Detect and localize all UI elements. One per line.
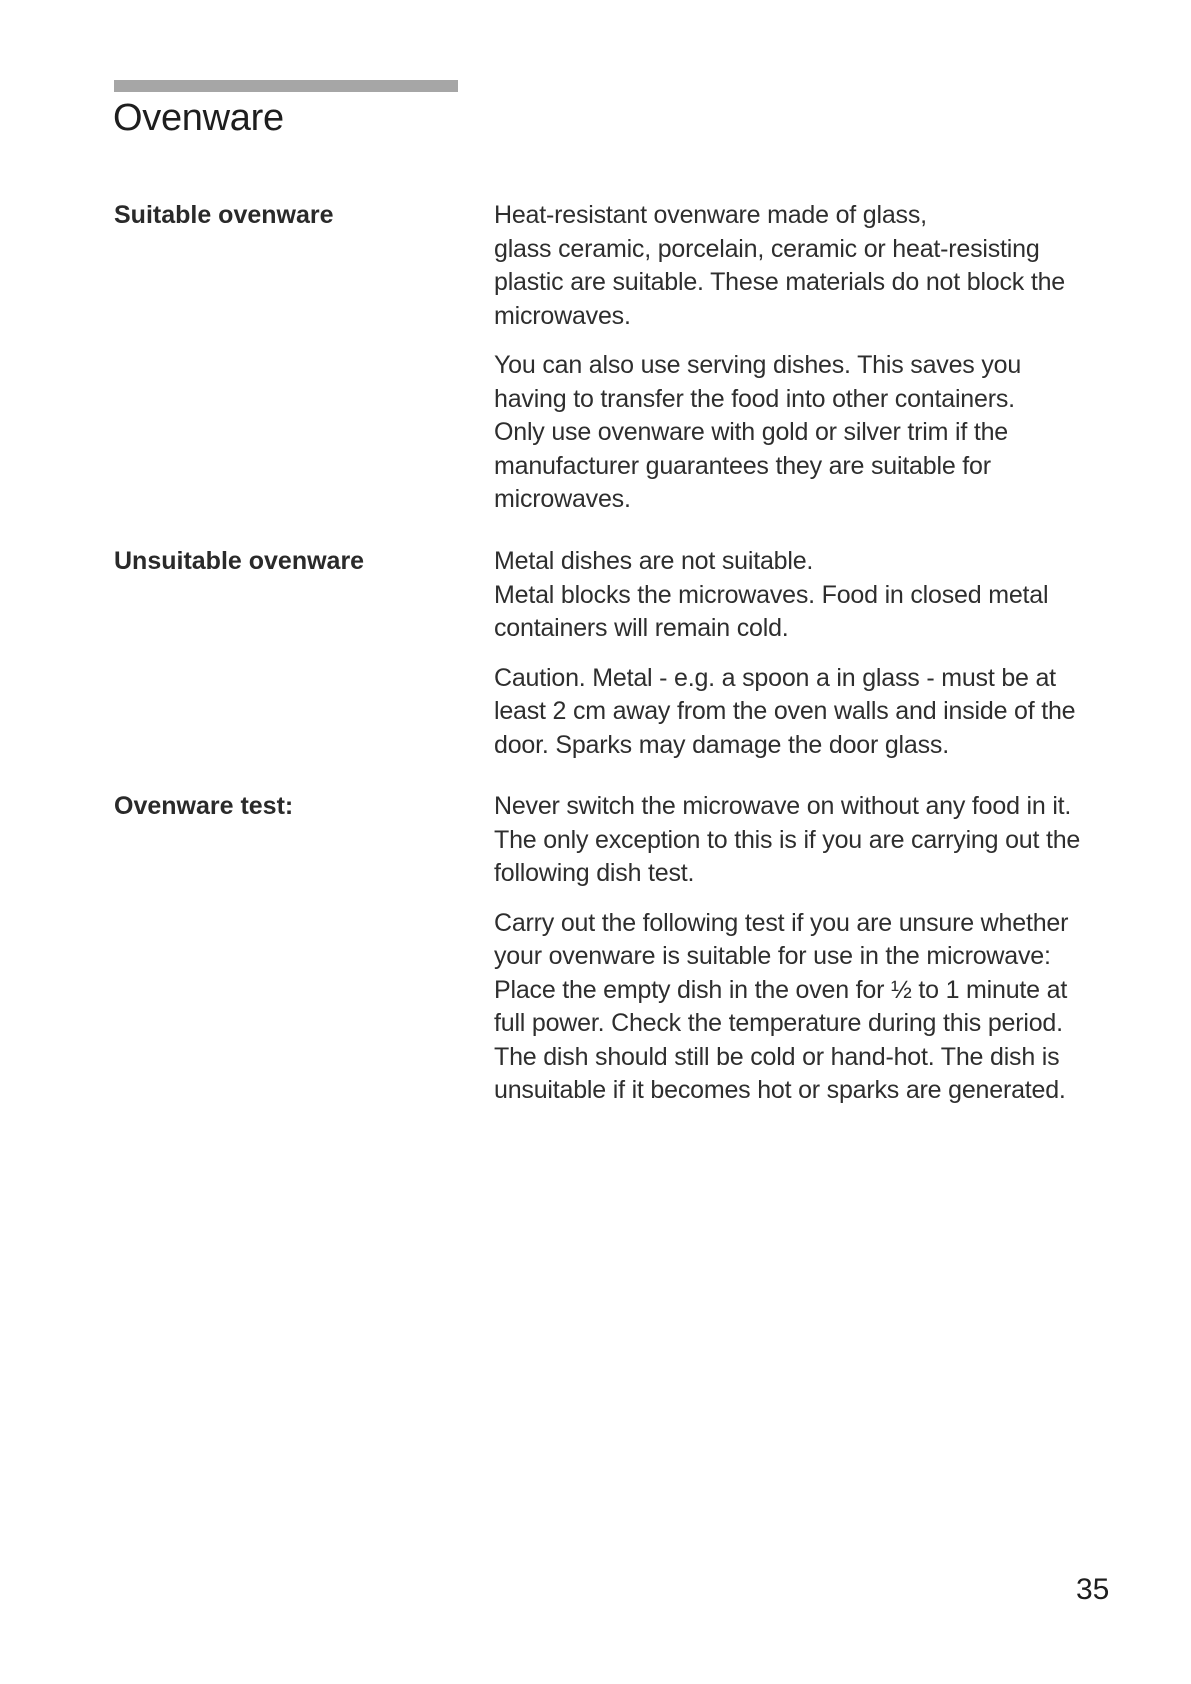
text-line: plastic are suitable. These materials do not block the xyxy=(494,268,1065,296)
text-line: unsuitable if it becomes hot or sparks are generated. xyxy=(494,1076,1066,1104)
page-number: 35 xyxy=(1076,1573,1110,1606)
text-line: Caution. Metal - e.g. a spoon a in glass - must be at xyxy=(494,663,1056,692)
section-body xyxy=(494,545,1134,778)
text-line: following dish test. xyxy=(494,859,695,887)
text-line: containers will remain cold. xyxy=(494,614,789,642)
section-label: Unsuitable ovenware xyxy=(114,547,365,575)
section-body xyxy=(494,199,1134,533)
text-line: The dish should still be cold or hand-hot. The dish is xyxy=(494,1042,1060,1071)
title-rule xyxy=(114,80,458,92)
paragraph xyxy=(494,349,1134,517)
paragraph xyxy=(494,545,1134,646)
text-line: glass ceramic, porcelain, ceramic or heat-resisting xyxy=(494,234,1040,263)
text-line: Never switch the microwave on without any food in it. xyxy=(494,792,1072,820)
text-line: Heat-resistant ovenware made of glass, xyxy=(494,201,927,229)
text-line: least 2 cm away from the oven walls and inside of the xyxy=(494,697,1076,725)
text-line: You can also use serving dishes. This saves you xyxy=(494,351,1022,379)
text-line: Place the empty dish in the oven for ½ to 1 minute at xyxy=(494,975,1068,1004)
paragraph xyxy=(494,907,1134,1108)
text-line: full power. Check the temperature during this period. xyxy=(494,1009,1063,1037)
paragraph xyxy=(494,199,1134,333)
text-line: microwaves. xyxy=(494,485,631,513)
text-line: Only use ovenware with gold or silver trim if the xyxy=(494,418,1009,446)
page-title: Ovenware xyxy=(113,97,284,139)
text-line: having to transfer the food into other containers. xyxy=(494,384,1015,413)
paragraph xyxy=(494,790,1134,891)
text-line: door. Sparks may damage the door glass. xyxy=(494,730,949,759)
section-label: Suitable ovenware xyxy=(114,201,334,229)
text-line: The only exception to this is if you are carrying out the xyxy=(494,825,1081,854)
text-line: Metal blocks the microwaves. Food in closed metal xyxy=(494,580,1049,609)
text-line: manufacturer guarantees they are suitable for xyxy=(494,451,991,480)
text-line: Carry out the following test if you are unsure whether xyxy=(494,908,1069,937)
paragraph xyxy=(494,662,1134,763)
section-body xyxy=(494,790,1134,1124)
section-label: Ovenware test: xyxy=(114,792,294,820)
text-line: your ovenware is suitable for use in the microwave: xyxy=(494,942,1051,970)
text-line: microwaves. xyxy=(494,301,631,330)
text-line: Metal dishes are not suitable. xyxy=(494,547,814,575)
